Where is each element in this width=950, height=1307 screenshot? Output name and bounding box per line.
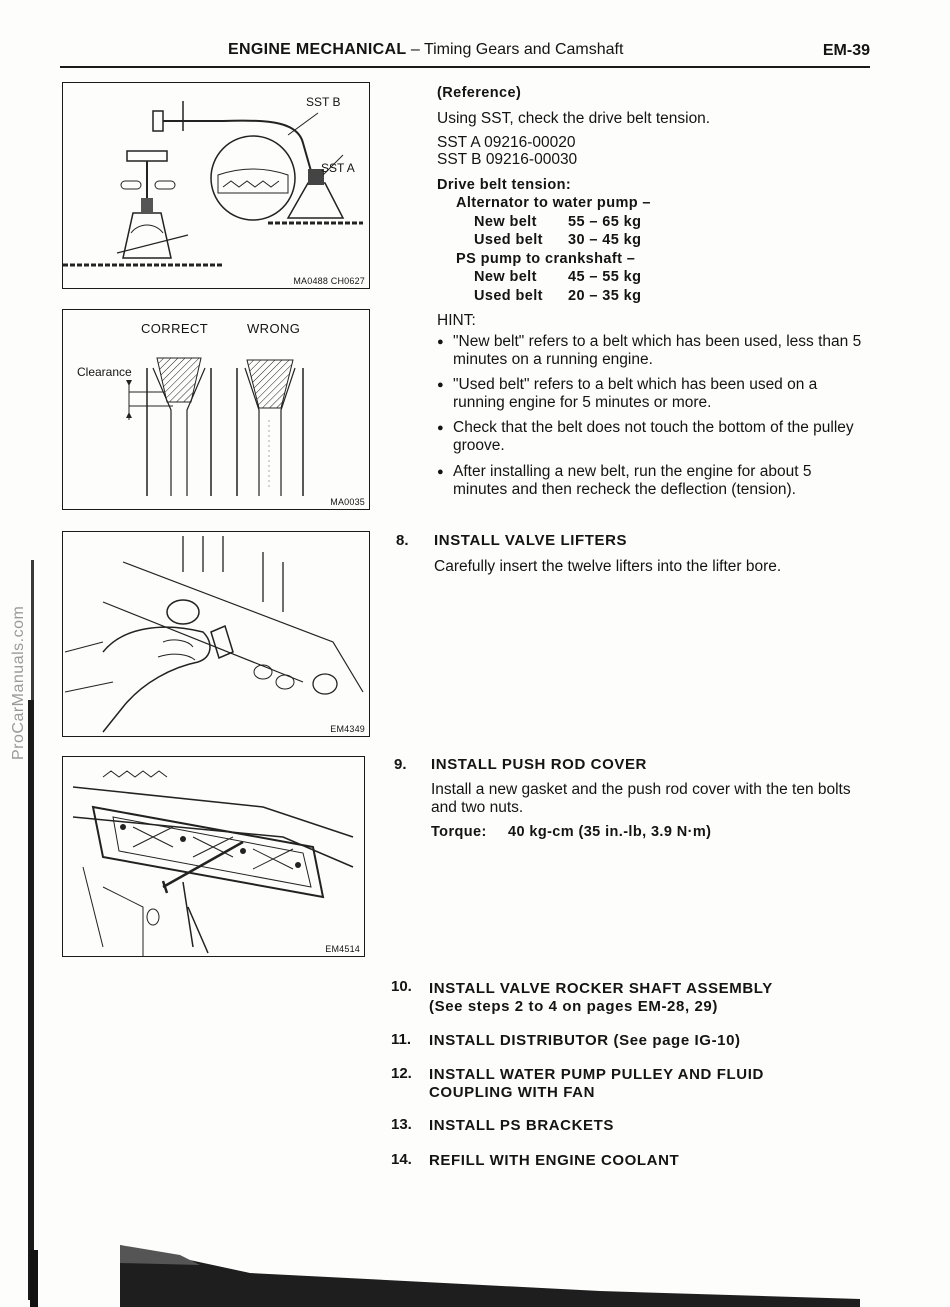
page-header — [228, 41, 623, 59]
step-title: INSTALL VALVE ROCKER SHAFT ASSEMBLY — [429, 980, 773, 997]
step-number: 13. — [391, 1116, 412, 1133]
header-subsection: Timing Gears and Camshaft — [423, 41, 624, 58]
step-title: INSTALL WATER PUMP PULLEY AND FLUID — [429, 1066, 764, 1083]
figure-belt-groove — [62, 309, 370, 510]
label-wrong: WRONG — [247, 321, 301, 336]
step-title: INSTALL DISTRIBUTOR (See page IG-10) — [429, 1032, 741, 1049]
step-number: 8. — [396, 532, 409, 549]
push-rod-cover-illustration — [63, 757, 364, 956]
step-title: REFILL WITH ENGINE COOLANT — [429, 1152, 680, 1169]
hint-text: Check that the belt does not touch the bottom of the pulley groove. — [453, 419, 854, 454]
figure-push-rod-cover — [62, 756, 365, 957]
step-body: Install a new gasket and the push rod cover with the ten bolts and two nuts. — [431, 781, 851, 816]
step-number: 14. — [391, 1151, 412, 1168]
label-sst-b: SST B — [306, 95, 341, 109]
page-number: EM-39 — [822, 42, 870, 59]
hint-item — [437, 419, 869, 455]
bullet-icon: ● — [437, 379, 444, 391]
torque-label: Torque: — [431, 824, 487, 840]
reference-heading: (Reference) — [437, 85, 522, 101]
hint-heading: HINT: — [437, 312, 476, 329]
step-title: INSTALL PUSH ROD COVER — [431, 756, 647, 773]
header-dash: – — [406, 41, 424, 58]
step-number: 10. — [391, 978, 412, 995]
ps-used-belt-value: 20 – 35 kg — [568, 288, 642, 304]
sst-b-number: SST B 09216-00030 — [437, 151, 578, 168]
step-body: Carefully insert the twelve lifters into the lifter bore. — [434, 558, 782, 575]
step-number: 11. — [391, 1031, 412, 1048]
sst-gauge-illustration — [63, 83, 369, 288]
label-sst-a: SST A — [321, 161, 355, 175]
step-title: INSTALL VALVE LIFTERS — [434, 532, 628, 549]
step-number: 12. — [391, 1065, 412, 1082]
ps-used-belt-label: Used belt — [474, 288, 543, 304]
bullet-icon: ● — [437, 466, 444, 478]
alt-new-belt-label: New belt — [474, 214, 537, 230]
hint-text: "New belt" refers to a belt which has been used, less than 5 minutes on a running engine. — [453, 333, 862, 368]
ps-new-belt-label: New belt — [474, 269, 537, 285]
hint-item — [437, 376, 869, 412]
drive-belt-tension-heading: Drive belt tension: — [437, 177, 572, 193]
hint-item — [437, 463, 869, 499]
figure-code: MA0035 — [330, 497, 365, 507]
figure-valve-lifters — [62, 531, 370, 737]
bullet-icon: ● — [437, 336, 444, 348]
torque-value: 40 kg-cm (35 in.-lb, 3.9 N·m) — [508, 824, 712, 840]
scan-bottom-shadow — [100, 1225, 880, 1307]
hint-text: "Used belt" refers to a belt which has been used on a running engine for 5 minutes or more. — [453, 376, 818, 411]
header-rule — [60, 66, 870, 68]
figure-sst-tension-gauge — [62, 82, 370, 289]
header-section: ENGINE MECHANICAL — [228, 41, 407, 58]
ps-pump-heading: PS pump to crankshaft – — [456, 251, 636, 267]
step-number: 9. — [394, 756, 407, 773]
step-subtitle: (See steps 2 to 4 on pages EM-28, 29) — [429, 998, 718, 1015]
belt-groove-illustration — [63, 310, 369, 509]
alt-used-belt-label: Used belt — [474, 232, 543, 248]
ps-new-belt-value: 45 – 55 kg — [568, 269, 642, 285]
step-subtitle: COUPLING WITH FAN — [429, 1084, 596, 1101]
alt-new-belt-value: 55 – 65 kg — [568, 214, 642, 230]
bullet-icon: ● — [437, 422, 444, 434]
label-clearance: Clearance — [77, 365, 132, 379]
watermark: ProCarManuals.com — [10, 605, 27, 760]
step-title: INSTALL PS BRACKETS — [429, 1117, 615, 1134]
figure-code: EM4514 — [325, 944, 360, 954]
alt-used-belt-value: 30 – 45 kg — [568, 232, 642, 248]
hint-item — [437, 333, 869, 369]
figure-code: MA0488 CH0627 — [293, 276, 365, 286]
valve-lifter-illustration — [63, 532, 369, 736]
figure-code: EM4349 — [330, 724, 365, 734]
reference-intro: Using SST, check the drive belt tension. — [437, 110, 711, 127]
label-correct: CORRECT — [141, 321, 209, 336]
sst-a-number: SST A 09216-00020 — [437, 134, 576, 151]
hint-text: After installing a new belt, run the engine for about 5 minutes and then recheck the deflection (tension). — [453, 463, 812, 498]
alternator-heading: Alternator to water pump – — [456, 195, 651, 211]
